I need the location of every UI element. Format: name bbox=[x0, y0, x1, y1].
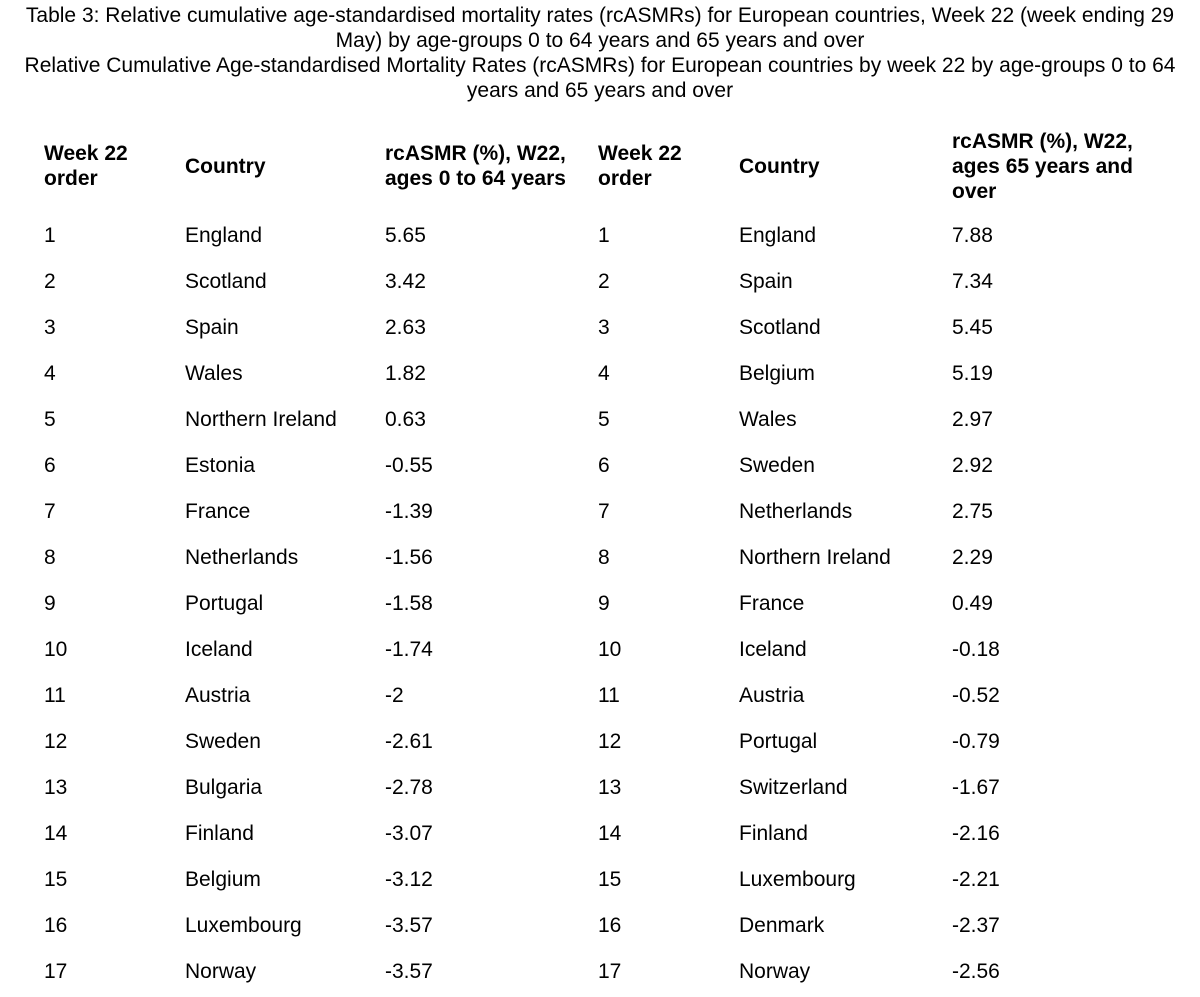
cell-country-old: Belgium bbox=[739, 361, 815, 385]
cell-rcasmr-65-plus: 5.45 bbox=[952, 315, 993, 339]
cell-rcasmr-0-64: -3.12 bbox=[385, 867, 433, 891]
table-row bbox=[44, 258, 1162, 304]
cell-week-order-young: 4 bbox=[44, 361, 56, 385]
cell-country-young: Bulgaria bbox=[185, 775, 263, 799]
cell-rcasmr-65-plus: 2.29 bbox=[952, 545, 993, 569]
cell-week-order-young: 14 bbox=[44, 821, 68, 845]
cell-rcasmr-65-plus: 7.88 bbox=[952, 223, 993, 247]
cell-country-old: Iceland bbox=[739, 637, 807, 661]
table-row bbox=[44, 672, 1162, 718]
cell-rcasmr-65-plus: -0.18 bbox=[952, 637, 1000, 661]
cell-rcasmr-0-64: -0.55 bbox=[385, 453, 433, 477]
cell-rcasmr-0-64: -3.07 bbox=[385, 821, 433, 845]
table-row bbox=[44, 902, 1162, 948]
table-row bbox=[44, 764, 1162, 810]
cell-country-young: Iceland bbox=[185, 637, 253, 661]
cell-rcasmr-65-plus: 5.19 bbox=[952, 361, 993, 385]
table-row bbox=[44, 810, 1162, 856]
cell-week-order-young: 3 bbox=[44, 315, 56, 339]
cell-week-order-young: 5 bbox=[44, 407, 56, 431]
cell-week-order-old: 16 bbox=[598, 913, 622, 937]
cell-week-order-young: 6 bbox=[44, 453, 56, 477]
cell-week-order-old: 9 bbox=[598, 591, 610, 615]
header-week-order-old: Week 22 order bbox=[598, 142, 682, 190]
table-row bbox=[44, 580, 1162, 626]
cell-week-order-old: 7 bbox=[598, 499, 610, 523]
cell-rcasmr-0-64: 1.82 bbox=[385, 361, 426, 385]
cell-rcasmr-65-plus: -2.21 bbox=[952, 867, 1000, 891]
cell-rcasmr-65-plus: 2.97 bbox=[952, 407, 993, 431]
cell-rcasmr-65-plus: -2.16 bbox=[952, 821, 1000, 845]
cell-country-old: Luxembourg bbox=[739, 867, 856, 891]
cell-rcasmr-65-plus: 7.34 bbox=[952, 269, 993, 293]
cell-week-order-young: 13 bbox=[44, 775, 68, 799]
table-row bbox=[44, 626, 1162, 672]
cell-country-young: Finland bbox=[185, 821, 254, 845]
cell-week-order-young: 2 bbox=[44, 269, 56, 293]
cell-week-order-old: 11 bbox=[598, 683, 620, 707]
cell-rcasmr-0-64: -1.39 bbox=[385, 499, 433, 523]
cell-country-old: Wales bbox=[739, 407, 797, 431]
cell-rcasmr-65-plus: -1.67 bbox=[952, 775, 1000, 799]
header-week-order-young: Week 22 order bbox=[44, 142, 128, 190]
cell-rcasmr-0-64: -1.56 bbox=[385, 545, 433, 569]
table-subtitle: Relative Cumulative Age-standardised Mortality Rates (rcASMRs) for European countries by week 22 by age-groups 0 to 64 years and 65 years and over bbox=[24, 54, 1176, 102]
cell-week-order-young: 12 bbox=[44, 729, 68, 753]
cell-rcasmr-0-64: -2.78 bbox=[385, 775, 433, 799]
table-row bbox=[44, 718, 1162, 764]
table-caption bbox=[0, 0, 1200, 103]
header-rcasmr-65-plus: rcASMR (%), W22, ages 65 years and over bbox=[952, 129, 1133, 203]
cell-week-order-old: 3 bbox=[598, 315, 610, 339]
cell-country-old: Norway bbox=[739, 959, 811, 983]
cell-country-old: Switzerland bbox=[739, 775, 848, 799]
cell-country-young: Northern Ireland bbox=[185, 407, 337, 431]
cell-week-order-old: 14 bbox=[598, 821, 622, 845]
cell-rcasmr-0-64: -1.74 bbox=[385, 637, 433, 661]
cell-country-young: Portugal bbox=[185, 591, 264, 615]
cell-country-young: England bbox=[185, 223, 263, 247]
cell-rcasmr-0-64: -3.57 bbox=[385, 959, 433, 983]
table-row bbox=[44, 856, 1162, 902]
cell-week-order-young: 1 bbox=[44, 223, 56, 247]
cell-week-order-young: 16 bbox=[44, 913, 68, 937]
table-title: Table 3: Relative cumulative age-standardised mortality rates (rcASMRs) for European countries, Week 22 (week ending 29 May) by age-groups 0 to 64 years and 65 years and over bbox=[25, 4, 1175, 52]
table-row bbox=[44, 304, 1162, 350]
cell-week-order-old: 12 bbox=[598, 729, 622, 753]
cell-country-young: Belgium bbox=[185, 867, 261, 891]
cell-week-order-old: 17 bbox=[598, 959, 622, 983]
cell-country-old: Scotland bbox=[739, 315, 821, 339]
cell-week-order-old: 15 bbox=[598, 867, 622, 891]
cell-country-young: Wales bbox=[185, 361, 243, 385]
cell-rcasmr-65-plus: 2.92 bbox=[952, 453, 993, 477]
cell-country-young: Scotland bbox=[185, 269, 267, 293]
cell-country-young: Spain bbox=[185, 315, 239, 339]
cell-rcasmr-0-64: 0.63 bbox=[385, 407, 426, 431]
cell-rcasmr-65-plus: 0.49 bbox=[952, 591, 993, 615]
cell-rcasmr-0-64: 2.63 bbox=[385, 315, 426, 339]
cell-country-old: Finland bbox=[739, 821, 808, 845]
cell-country-old: Sweden bbox=[739, 453, 815, 477]
cell-rcasmr-65-plus: 2.75 bbox=[952, 499, 993, 523]
cell-country-old: Spain bbox=[739, 269, 793, 293]
cell-country-young: Estonia bbox=[185, 453, 256, 477]
cell-country-old: Austria bbox=[739, 683, 805, 707]
cell-rcasmr-0-64: -2.61 bbox=[385, 729, 433, 753]
cell-rcasmr-65-plus: -2.37 bbox=[952, 913, 1000, 937]
cell-country-young: Austria bbox=[185, 683, 251, 707]
cell-country-old: Portugal bbox=[739, 729, 818, 753]
cell-week-order-old: 8 bbox=[598, 545, 610, 569]
cell-country-young: Norway bbox=[185, 959, 257, 983]
cell-week-order-young: 17 bbox=[44, 959, 68, 983]
cell-week-order-old: 1 bbox=[598, 223, 610, 247]
cell-country-young: France bbox=[185, 499, 251, 523]
cell-country-old: Northern Ireland bbox=[739, 545, 891, 569]
cell-week-order-old: 5 bbox=[598, 407, 610, 431]
cell-rcasmr-0-64: 3.42 bbox=[385, 269, 426, 293]
cell-week-order-young: 11 bbox=[44, 683, 66, 707]
header-rcasmr-0-64: rcASMR (%), W22, ages 0 to 64 years bbox=[385, 142, 566, 190]
table-row bbox=[44, 350, 1162, 396]
cell-week-order-old: 4 bbox=[598, 361, 610, 385]
cell-rcasmr-65-plus: -0.52 bbox=[952, 683, 1000, 707]
mortality-table bbox=[44, 120, 1162, 994]
cell-week-order-young: 8 bbox=[44, 545, 56, 569]
cell-week-order-young: 7 bbox=[44, 499, 56, 523]
cell-week-order-young: 15 bbox=[44, 867, 68, 891]
cell-rcasmr-65-plus: -2.56 bbox=[952, 959, 1000, 983]
table-row bbox=[44, 534, 1162, 580]
cell-rcasmr-0-64: -2 bbox=[385, 683, 404, 707]
cell-week-order-old: 10 bbox=[598, 637, 622, 661]
header-country-old: Country bbox=[739, 154, 820, 178]
cell-rcasmr-0-64: -1.58 bbox=[385, 591, 433, 615]
cell-country-old: Denmark bbox=[739, 913, 825, 937]
cell-week-order-old: 13 bbox=[598, 775, 622, 799]
table-row bbox=[44, 442, 1162, 488]
cell-week-order-old: 6 bbox=[598, 453, 610, 477]
table-row bbox=[44, 396, 1162, 442]
cell-rcasmr-0-64: 5.65 bbox=[385, 223, 426, 247]
cell-rcasmr-65-plus: -0.79 bbox=[952, 729, 1000, 753]
cell-country-old: France bbox=[739, 591, 805, 615]
cell-week-order-young: 10 bbox=[44, 637, 68, 661]
cell-country-young: Luxembourg bbox=[185, 913, 302, 937]
table-body bbox=[44, 212, 1162, 994]
table-row bbox=[44, 488, 1162, 534]
cell-country-old: Netherlands bbox=[739, 499, 853, 523]
table-row bbox=[44, 948, 1162, 994]
table-header-row bbox=[44, 120, 1162, 212]
cell-rcasmr-0-64: -3.57 bbox=[385, 913, 433, 937]
cell-country-young: Sweden bbox=[185, 729, 261, 753]
cell-country-young: Netherlands bbox=[185, 545, 299, 569]
cell-week-order-old: 2 bbox=[598, 269, 610, 293]
cell-country-old: England bbox=[739, 223, 817, 247]
header-country-young: Country bbox=[185, 154, 266, 178]
cell-week-order-young: 9 bbox=[44, 591, 56, 615]
table-row bbox=[44, 212, 1162, 258]
